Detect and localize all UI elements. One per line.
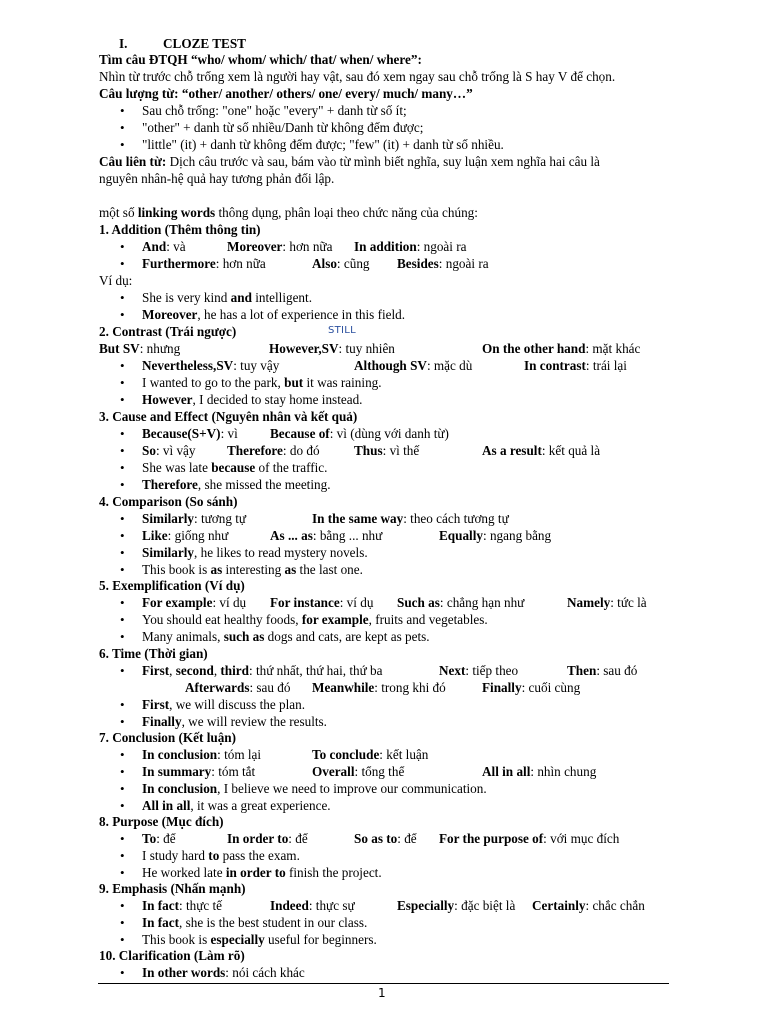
example-sentence: • All in all, it was a great experience. [142, 798, 331, 814]
linking-text-continued: nguyên nhân-hệ quả hay tương phản đối lập. [99, 171, 335, 186]
footer-divider [98, 983, 669, 984]
example-sentence: • Many animals, such as dogs and cats, are kept as pets. [142, 629, 430, 645]
example-sentence: • Moreover, he has a lot of experience in this field. [142, 307, 405, 323]
section-heading-conclusion: 7. Conclusion (Kết luận) [99, 730, 237, 745]
example-sentence: • Finally, we will review the results. [142, 714, 327, 730]
example-sentence: • However, I decided to stay home instead. [142, 392, 362, 408]
section-heading-contrast: 2. Contrast (Trái ngược) [99, 324, 237, 339]
example-sentence: • In conclusion, I believe we need to improve our communication. [142, 781, 487, 797]
section-title-text: CLOZE TEST [163, 36, 246, 51]
example-sentence: • I study hard to pass the exam. [142, 848, 300, 864]
quantifier-heading: Câu lượng từ: “other/ another/ others/ one/ every/ much/ many…” [99, 86, 473, 101]
section-heading-cause-effect: 3. Cause and Effect (Nguyên nhân và kết quả) [99, 409, 358, 424]
linking-words-intro: một số linking words thông dụng, phân loại theo chức năng của chúng: [99, 205, 478, 220]
relative-clause-heading: Tìm câu ĐTQH “who/ whom/ which/ that/ when/ where”: [99, 52, 422, 67]
example-sentence: • Therefore, she missed the meeting. [142, 477, 331, 493]
example-label: Ví dụ: [99, 273, 133, 288]
list-item: • "other" + danh từ số nhiều/Danh từ không đếm được; [142, 120, 423, 136]
example-sentence: • She was late because of the traffic. [142, 460, 327, 476]
list-item: • "little" (it) + danh từ không đếm được; "few" (it) + danh từ số nhiều. [142, 137, 504, 153]
document-page: I. CLOZE TEST Tìm câu ĐTQH “who/ whom/ which/ that/ when/ where”: Nhìn từ trước chỗ trống xem là người hay vật, sau đó xem ngay sau chỗ trống là S hay V để chọn. Câu lượng từ: “other/ another/ others/ one/ every/ much/ many…” • Sau chỗ trống: "one" hoặc "every" + danh từ số ít; • "other" + danh từ số nhiều/Danh từ không đếm được; • "little" (it) + danh từ không đếm được; "few" (it) + danh từ số nhiều. Câu liên từ: Dịch câu trước và sau, bám vào từ mình biết nghĩa, suy luận xem nghĩa hai câu là nguyên nhân-hệ quả hay tương phản đối lập. một số linking words thông dụng, phân loại theo chức năng của chúng: 1. Addition (Thêm thông tin) And: và Moreover: hơn nữa In addition: ngoài ra Furthermore: hơn nữa Also: cũng Besides: ngoài ra Ví dụ: • She is very kind and intelligent. • Moreover, he has a lot of experience in this field. 2. Contrast (Trái ngược) STILL But SV: nhưng However,SV: tuy nhiên On the other hand: mặt khác Nevertheless,SV: tuy vậy Although SV: mặc dù In contrast: trái lại • I wanted to go to the park, but it was raining. • However, I decided to stay home instead. 3. Cause and Effect (Nguyên nhân và kết quả) Because(S+V): vì Because of: vì (dùng với danh từ) So: vì vậy Therefore: do đó Thus: vì thế As a result: kết quả là • She was late because of the traffic. • Therefore, she missed the meeting. 4. Comparison (So sánh) Similarly: tương tự In the same way: theo cách tương tự Like: giống như As ... as: bằng ... như Equally: ngang bằng • Similarly, he likes to read mystery novels. • This book is as interesting as the last one. 5. Exemplification (Ví dụ) For example: ví dụ For instance: ví dụ Such as: chẳng hạn như Namely: tức là • You should eat healthy foods, for example, fruits and vegetables. • Many animals, such as dogs and cats, are kept as pets. 6. Time (Thời gian) First, second, third: thứ nhất, thứ hai, thứ ba Next: tiếp theo Then: sau đó Afterwards: sau đó Meanwhile: trong khi đó Finally: cuối cùng • First, we will discuss the plan. • Finally, we will review the results. 7. Conclusion (Kết luận) In conclusion: tóm lại To conclude: kết luận In summary: tóm tắt Overall: tổng thể All in all: nhìn chung • In conclusion, I believe we need to improve our communication. • All in all, it was a great experience. 8. Purpose (Mục đích) To: để In order to: để So as to: để For the purpose of: với mục đích • I study hard to pass the exam. • He worked late in order to finish the project. 9. Emphasis (Nhấn mạnh) In fact: thực tế Indeed: thực sự Especially: đặc biệt là Certainly: chắc chắn • In fact, she is the best student in our class. • This book is especially useful for beginners. 10. Clarification (Làm rõ) • In other words: nói cách khác 1 [0, 0, 768, 1024]
example-sentence: • I wanted to go to the park, but it was raining. [142, 375, 382, 391]
example-sentence: • He worked late in order to finish the project. [142, 865, 382, 881]
section-heading-clarification: 10. Clarification (Làm rõ) [99, 948, 245, 963]
section-heading-purpose: 8. Purpose (Mục đích) [99, 814, 224, 829]
section-number: I. [119, 36, 128, 51]
example-sentence: • In fact, she is the best student in our class. [142, 915, 367, 931]
page-number: 1 [378, 986, 386, 1000]
section-heading-exemplification: 5. Exemplification (Ví dụ) [99, 578, 245, 593]
section-heading-addition: 1. Addition (Thêm thông tin) [99, 222, 261, 237]
handwritten-note: STILL [328, 325, 357, 336]
example-sentence: • You should eat healthy foods, for example, fruits and vegetables. [142, 612, 488, 628]
section-heading-emphasis: 9. Emphasis (Nhấn mạnh) [99, 881, 246, 896]
example-sentence: • Similarly, he likes to read mystery novels. [142, 545, 368, 561]
list-item: • Sau chỗ trống: "one" hoặc "every" + danh từ số ít; [142, 103, 407, 119]
example-sentence: • This book is especially useful for beginners. [142, 932, 377, 948]
example-sentence: • She is very kind and intelligent. [142, 290, 312, 306]
example-sentence: • First, we will discuss the plan. [142, 697, 305, 713]
section-heading-time: 6. Time (Thời gian) [99, 646, 208, 661]
section-heading-comparison: 4. Comparison (So sánh) [99, 494, 238, 509]
linking-heading: Câu liên từ: Dịch câu trước và sau, bám vào từ mình biết nghĩa, suy luận xem nghĩa hai câu là [99, 154, 600, 169]
relative-clause-instruction: Nhìn từ trước chỗ trống xem là người hay vật, sau đó xem ngay sau chỗ trống là S hay V để chọn. [99, 69, 616, 84]
list-item: • In other words: nói cách khác [142, 965, 305, 981]
example-sentence: • This book is as interesting as the last one. [142, 562, 363, 578]
